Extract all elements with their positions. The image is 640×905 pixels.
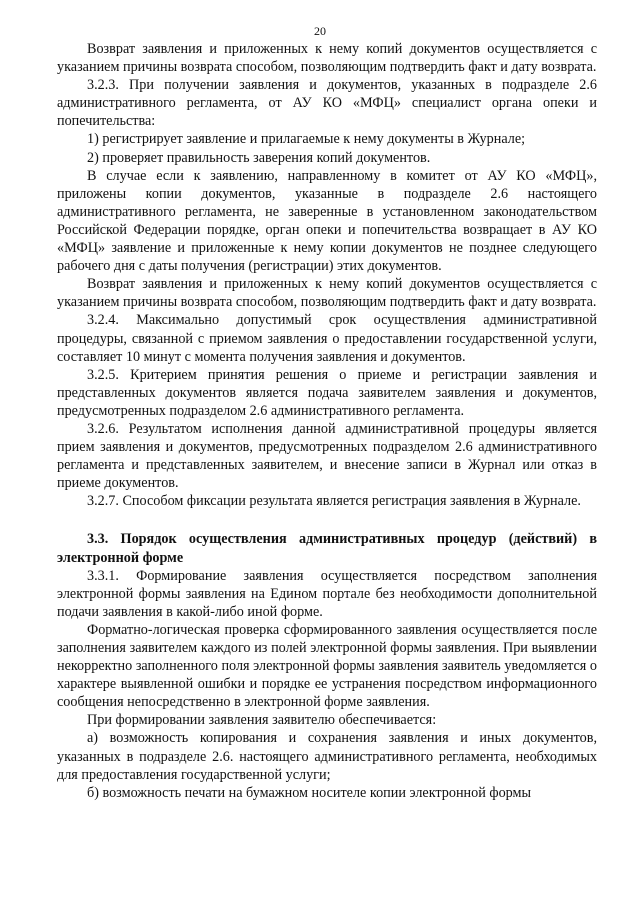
list-item-2: 2) проверяет правильность заверения копий документов. [87,149,431,166]
section-heading-3-3: 3.3. Порядок осуществления административных процедур (действий) в электронной форме [57,531,597,566]
paragraph-3-2-6: 3.2.6. Результатом исполнения данной административной процедуры является прием заявления и документов, предусмотренных подразделом 2.6 административного регламента и представленных заявителем, и внесение записи в Журнал или отказ в приеме документов. [57,420,597,492]
list-item-1: 1) регистрирует заявление и прилагаемые к нему документы в Журнале; [87,131,526,148]
paragraph-3-2-5: 3.2.5. Критерием принятия решения о приеме и регистрации заявления и представленных документов является подача заявителем заявления и документов, предусмотренных подразделом 2.6 административного регламента. [57,366,597,419]
paragraph-3-2-3: 3.2.3. При получении заявления и документов, указанных в подразделе 2.6 административного регламента, от АУ КО «МФЦ» специалист органа опеки и попечительства: [57,77,597,130]
paragraph-return-notice-2: Возврат заявления и приложенных к нему копий документов осуществляется с указанием причины возврата способом, позволяющим подтвердить факт и дату возврата. [57,276,597,311]
document-body [57,40,597,802]
paragraph-3-2-7: 3.2.7. Способом фиксации результата является регистрация заявления в Журнале. [87,493,581,510]
list-item-b: б) возможность печати на бумажном носителе копии электронной формы [87,784,532,801]
paragraph-format-check: Форматно-логическая проверка сформированного заявления осуществляется после заполнения заявителем каждого из полей электронной формы заявления. При выявлении некорректно заполненного поля электронной формы заявления заявитель уведомляется о характере выявленной ошибки и порядке ее устранения посредством информационного сообщения непосредственно в электронной форме заявления. [57,621,597,711]
paragraph-return-notice: Возврат заявления и приложенных к нему копий документов осуществляется с указанием причины возврата способом, позволяющим подтвердить факт и дату возврата. [57,41,597,76]
paragraph-3-3-1: 3.3.1. Формирование заявления осуществляется посредством заполнения электронной формы заявления на Едином портале без необходимости дополнительной подачи заявления в какой-либо иной форме. [57,567,597,620]
paragraph-3-2-4: 3.2.4. Максимально допустимый срок осуществления административной процедуры, связанной с приемом заявления о предоставлении государственной услуги, составляет 10 минут с момента получения заявления и документов. [57,312,597,365]
page-number: 20 [314,24,326,38]
paragraph-uncertified-copies: В случае если к заявлению, направленному в комитет от АУ КО «МФЦ», приложены копии документов, указанные в подразделе 2.6 настоящего административного регламента, не заверенные в установленном законодательством Российской Федерации порядке, орган опеки и попечительства возвращает в АУ КО «МФЦ» заявление и приложенные к нему копии документов не позднее следующего рабочего дня с даты получения (регистрации) этих документов. [57,167,597,275]
paragraph-provided-features: При формировании заявления заявителю обеспечивается: [87,712,437,729]
list-item-a: а) возможность копирования и сохранения заявления и иных документов, указанных в подразделе 2.6. настоящего административного регламента, необходимых для предоставления государственной услуги; [57,730,597,783]
